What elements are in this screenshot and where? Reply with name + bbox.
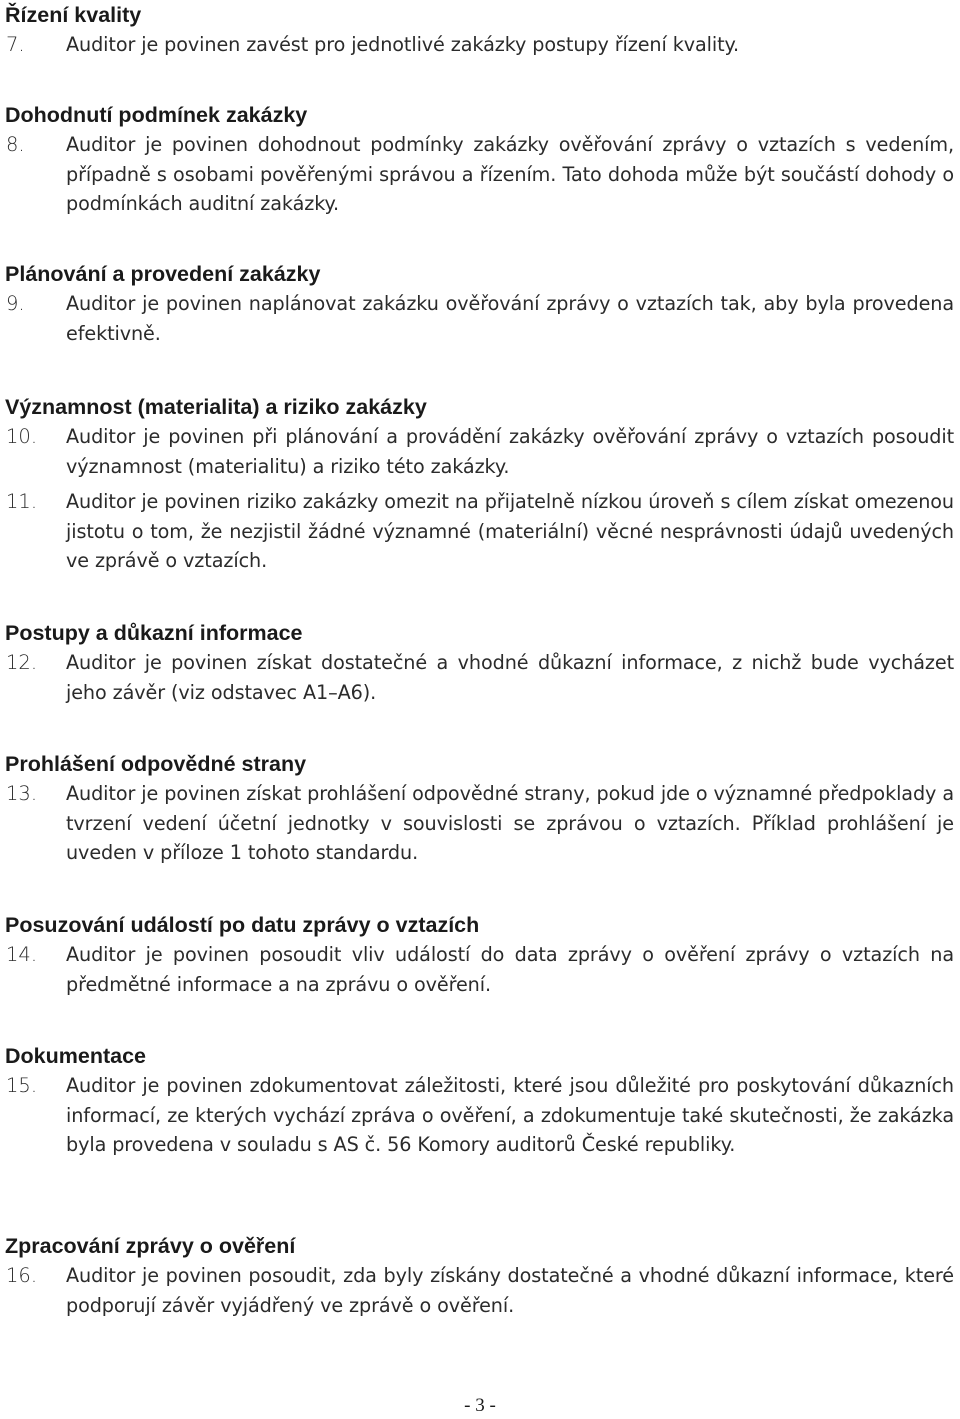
paragraph bbox=[5, 289, 954, 348]
paragraph-number: 13. bbox=[6, 782, 38, 805]
paragraph-text: Auditor je povinen při plánování a provádění zakázky ověřování zprávy o vztazích posoudit významnost (materialitu) a riziko této zakázky. bbox=[66, 425, 954, 478]
section-heading: Zpracování zprávy o ověření bbox=[5, 1234, 296, 1258]
paragraph-number: 8. bbox=[6, 133, 25, 156]
section-heading: Dohodnutí podmínek zakázky bbox=[5, 103, 308, 127]
paragraph-text: Auditor je povinen riziko zakázky omezit na přijatelně nízkou úroveň s cílem získat omezenou jistotu o tom, že nezjistil žádné významné (materiální) věcné nesprávnosti údajů uvedených ve zprávě o vztazích. bbox=[66, 490, 954, 572]
paragraph bbox=[5, 1071, 954, 1160]
section-heading: Dokumentace bbox=[5, 1044, 146, 1068]
section-heading: Významnost (materialita) a riziko zakázky bbox=[5, 395, 427, 419]
paragraph-text: Auditor je povinen posoudit vliv událostí do data zprávy o ověření zprávy o vztazích na předmětné informace a na zprávu o ověření. bbox=[66, 943, 954, 996]
paragraph bbox=[5, 1261, 954, 1320]
paragraph-text: Auditor je povinen posoudit, zda byly získány dostatečné a vhodné důkazní informace, které podporují závěr vyjádřený ve zprávě o ověření. bbox=[66, 1264, 954, 1317]
section-heading: Prohlášení odpovědné strany bbox=[5, 752, 307, 776]
section-planning bbox=[5, 259, 954, 348]
paragraph-text: Auditor je povinen naplánovat zakázku ověřování zprávy o vztazích tak, aby byla provedena efektivně. bbox=[66, 292, 954, 345]
section-documentation bbox=[5, 1041, 954, 1160]
paragraph-text: Auditor je povinen zavést pro jednotlivé zakázky postupy řízení kvality. bbox=[66, 33, 740, 56]
paragraph-text: Auditor je povinen získat dostatečné a vhodné důkazní informace, z nichž bude vycházet jeho závěr (viz odstavec A1–A6). bbox=[66, 651, 954, 704]
paragraph-text: Auditor je povinen dohodnout podmínky zakázky ověřování zprávy o vztazích s vedením, případně s osobami pověřenými správou a řízením. Tato dohoda může být součástí dohody o podmínkách auditní zakázky. bbox=[66, 133, 954, 215]
section-subsequent-events bbox=[5, 910, 954, 999]
section-procedures-evidence bbox=[5, 618, 954, 707]
paragraph-number: 14. bbox=[6, 943, 38, 966]
paragraph-number: 7. bbox=[6, 33, 25, 56]
paragraph bbox=[5, 940, 954, 999]
paragraph-text: Auditor je povinen zdokumentovat záležitosti, které jsou důležité pro poskytování důkazních informací, ze kterých vychází zpráva o ověření, a zdokumentuje také skutečnosti, že zakázka byla provedena v souladu s AS č. 56 Komory auditorů České republiky. bbox=[66, 1074, 954, 1156]
paragraph-number: 12. bbox=[6, 651, 38, 674]
section-heading: Posuzování událostí po datu zprávy o vztazích bbox=[5, 913, 480, 937]
section-materiality-risk bbox=[5, 392, 954, 576]
paragraph-number: 16. bbox=[6, 1264, 38, 1287]
paragraph-number: 11. bbox=[6, 490, 38, 513]
paragraph bbox=[5, 779, 954, 868]
section-heading: Řízení kvality bbox=[5, 3, 142, 27]
paragraph-number: 9. bbox=[6, 292, 25, 315]
section-quality-control bbox=[5, 0, 954, 60]
page-number: - 3 - bbox=[464, 1395, 496, 1416]
paragraph bbox=[5, 422, 954, 481]
paragraph bbox=[5, 648, 954, 707]
paragraph-number: 15. bbox=[6, 1074, 38, 1097]
section-report-preparation bbox=[5, 1231, 954, 1320]
section-engagement-terms bbox=[5, 100, 954, 219]
paragraph-text: Auditor je povinen získat prohlášení odpovědné strany, pokud jde o významné předpoklady a tvrzení vedení účetní jednotky v souvislosti se zprávou o vztazích. Příklad prohlášení je uveden v příloze 1 tohoto standardu. bbox=[66, 782, 954, 864]
section-heading: Plánování a provedení zakázky bbox=[5, 262, 321, 286]
section-representation bbox=[5, 749, 954, 868]
paragraph-number: 10. bbox=[6, 425, 38, 448]
paragraph bbox=[5, 487, 954, 576]
section-heading: Postupy a důkazní informace bbox=[5, 621, 303, 645]
paragraph bbox=[5, 130, 954, 219]
paragraph bbox=[5, 30, 954, 60]
